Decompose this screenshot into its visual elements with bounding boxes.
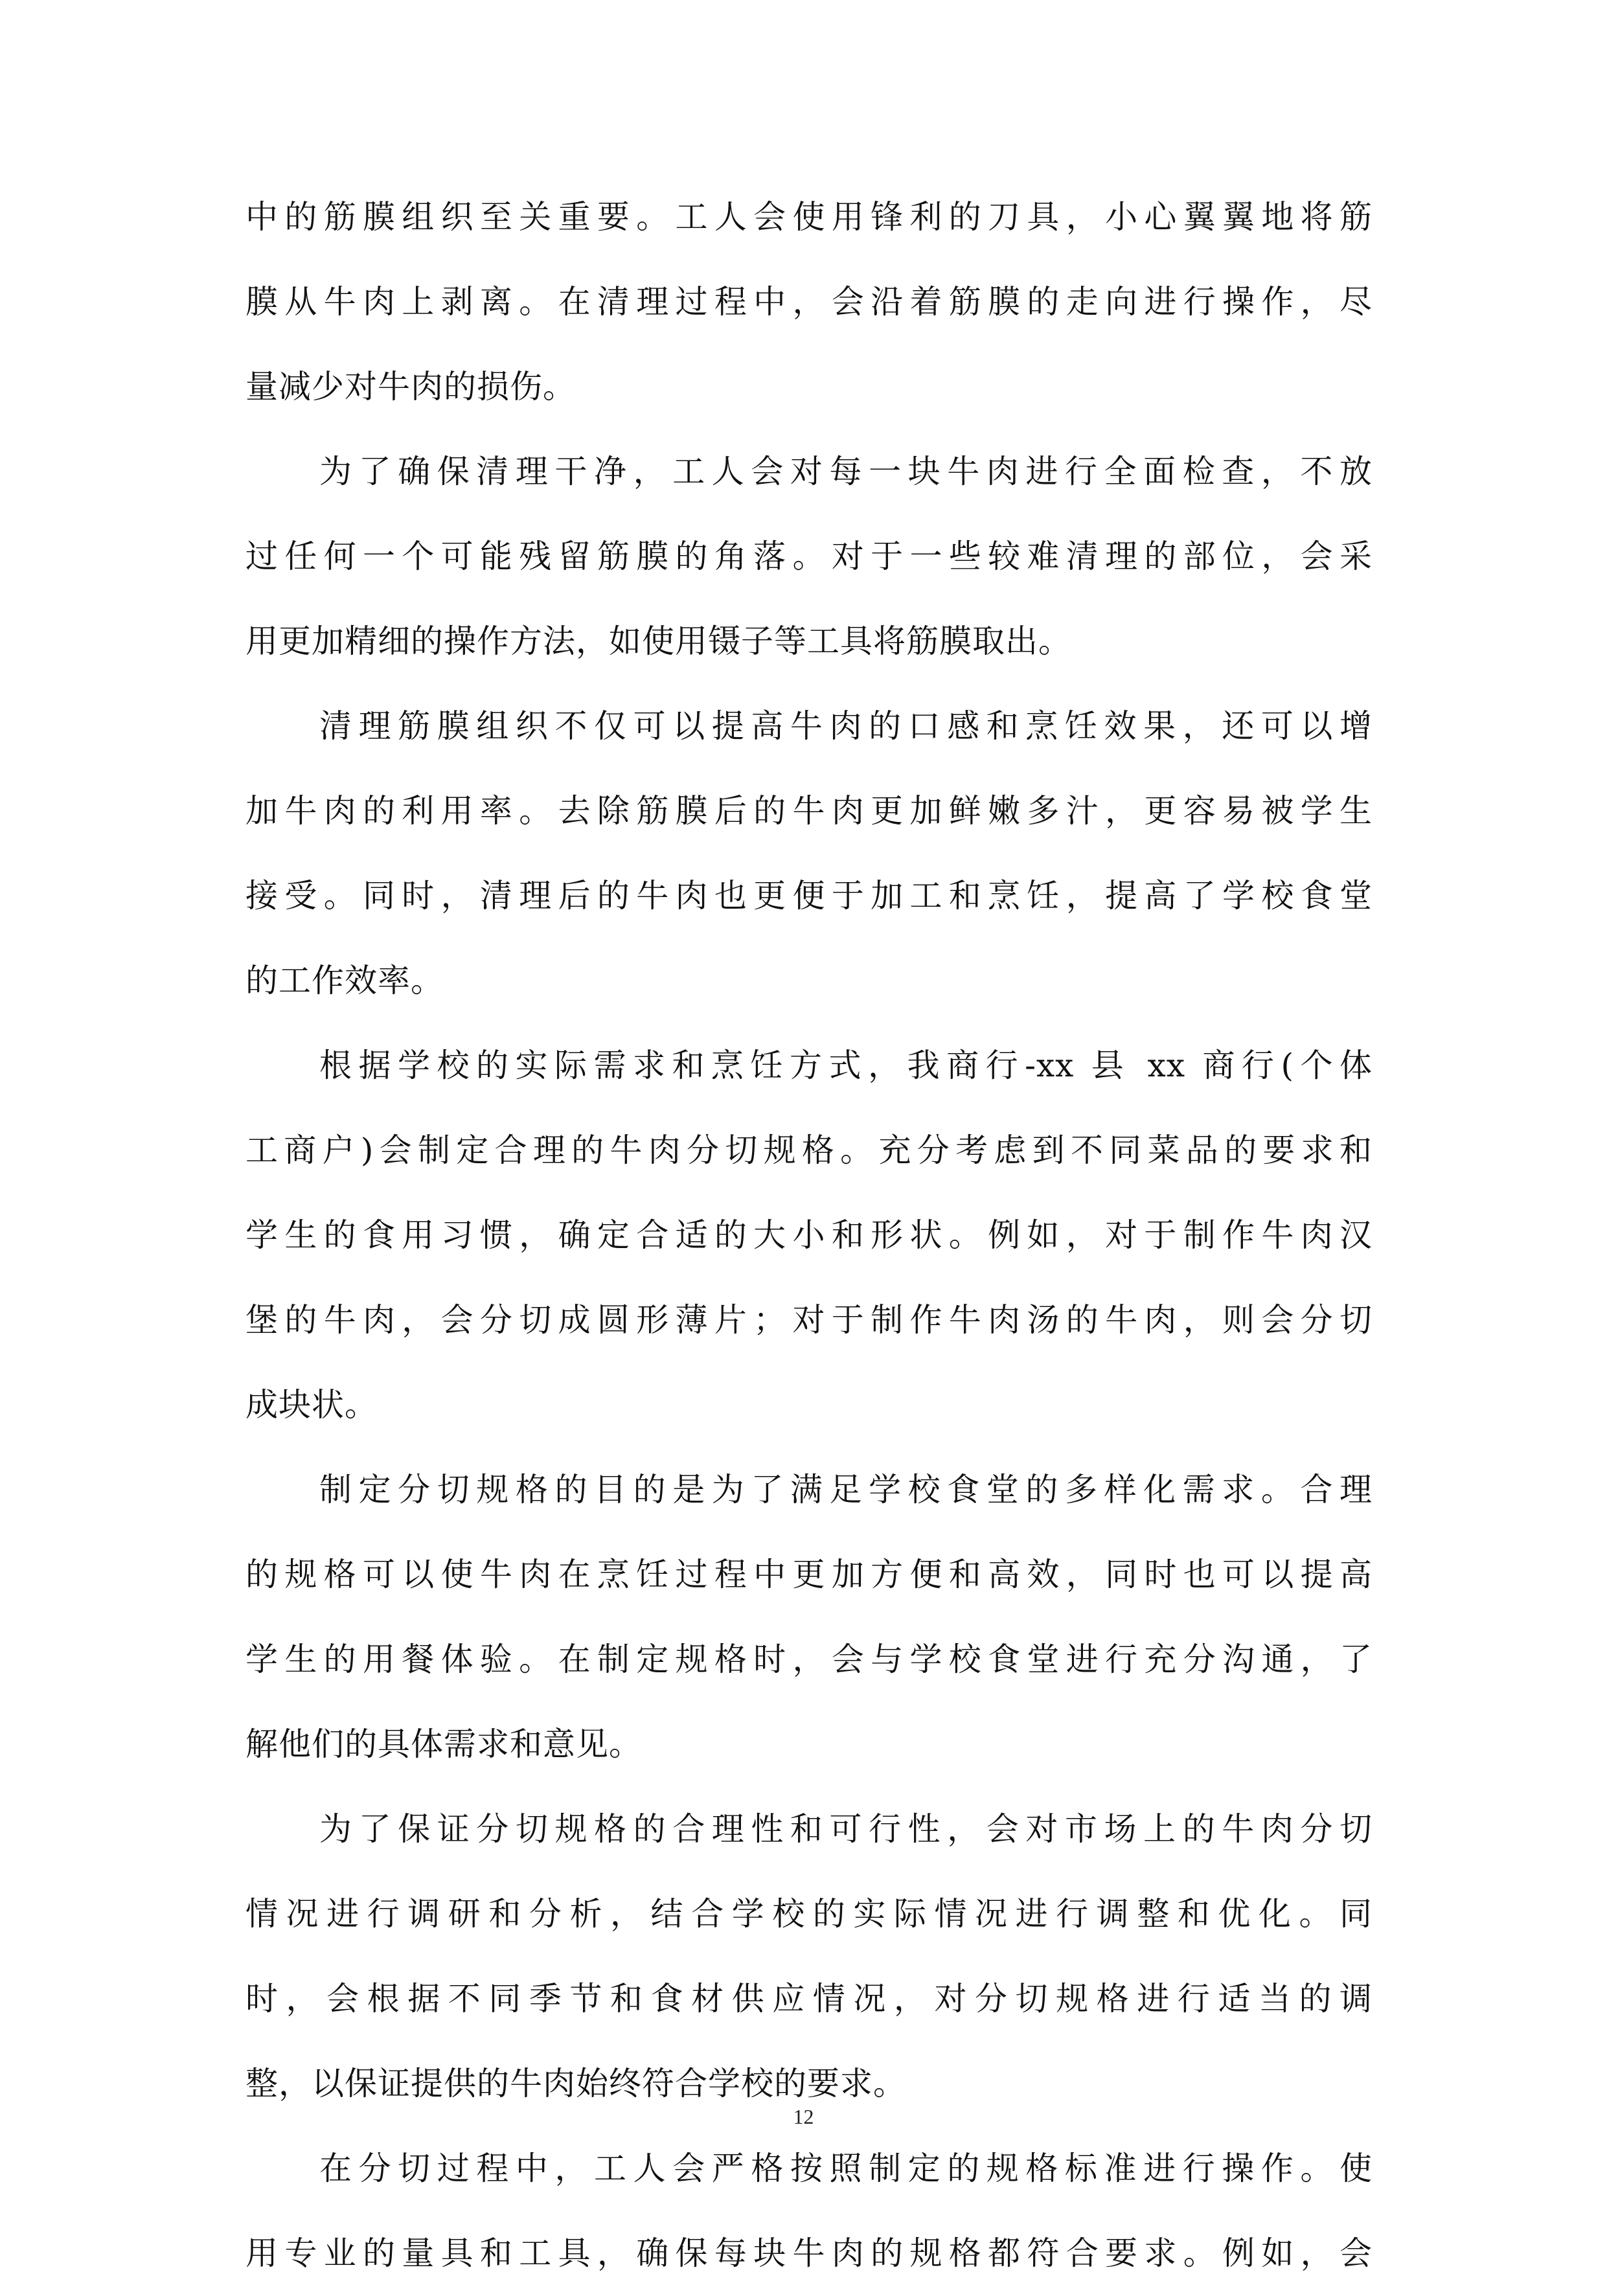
body-text — [245, 175, 1373, 2296]
text-line: 为了保证分切规格的合理性和可行性，会对市场上的牛肉分切 — [319, 1810, 1373, 1848]
text-line: 堡的牛肉，会分切成圆形薄片；对于制作牛肉汤的牛肉，则会分切 — [245, 1301, 1373, 1339]
text-line: 根据学校的实际需求和烹饪方式，我商行-xx 县 xx 商行(个体 — [319, 1047, 1373, 1084]
text-line: 过任何一个可能残留筋膜的角落。对于一些较难清理的部位，会采 — [245, 538, 1373, 575]
paragraph — [245, 684, 1373, 1023]
text-line: 情况进行调研和分析，结合学校的实际情况进行调整和优化。同 — [245, 1895, 1373, 1933]
text-line: 用专业的量具和工具，确保每块牛肉的规格都符合要求。例如，会 — [245, 2234, 1373, 2272]
paragraph — [245, 1023, 1373, 1448]
page-number: 12 — [793, 2105, 814, 2128]
paragraph — [245, 2126, 1373, 2296]
paragraph — [245, 175, 1373, 429]
text-line: 整，以保证提供的牛肉始终符合学校的要求。 — [245, 2065, 906, 2102]
text-line: 解他们的具体需求和意见。 — [245, 1725, 642, 1763]
paragraph — [245, 429, 1373, 684]
text-line: 中的筋膜组织至关重要。工人会使用锋利的刀具，小心翼翼地将筋 — [245, 198, 1373, 236]
text-line: 工商户)会制定合理的牛肉分切规格。充分考虑到不同菜品的要求和 — [245, 1131, 1373, 1169]
text-line: 为了确保清理干净，工人会对每一块牛肉进行全面检查，不放 — [319, 453, 1373, 490]
text-line: 学生的用餐体验。在制定规格时，会与学校食堂进行充分沟通，了 — [245, 1641, 1373, 1678]
text-line: 在分切过程中，工人会严格按照制定的规格标准进行操作。使 — [319, 2150, 1373, 2187]
text-line: 学生的食用习惯，确定合适的大小和形状。例如，对于制作牛肉汉 — [245, 1216, 1373, 1254]
text-line: 清理筋膜组织不仅可以提高牛肉的口感和烹饪效果，还可以增 — [319, 707, 1373, 745]
text-line: 量减少对牛肉的损伤。 — [245, 368, 576, 405]
text-line: 的工作效率。 — [245, 962, 444, 999]
text-line: 加牛肉的利用率。去除筋膜后的牛肉更加鲜嫩多汁，更容易被学生 — [245, 792, 1373, 830]
text-line: 制定分切规格的目的是为了满足学校食堂的多样化需求。合理 — [319, 1471, 1373, 1508]
text-line: 的规格可以使牛肉在烹饪过程中更加方便和高效，同时也可以提高 — [245, 1556, 1373, 1593]
text-line: 用更加精细的操作方法，如使用镊子等工具将筋膜取出。 — [245, 622, 1071, 660]
text-line: 成块状。 — [245, 1386, 378, 1424]
text-line: 接受。同时，清理后的牛肉也更便于加工和烹饪，提高了学校食堂 — [245, 877, 1373, 915]
text-line: 膜从牛肉上剥离。在清理过程中，会沿着筋膜的走向进行操作，尽 — [245, 283, 1373, 321]
text-line: 时，会根据不同季节和食材供应情况，对分切规格进行适当的调 — [245, 1980, 1373, 2018]
paragraph — [245, 1787, 1373, 2126]
paragraph — [245, 1448, 1373, 1787]
